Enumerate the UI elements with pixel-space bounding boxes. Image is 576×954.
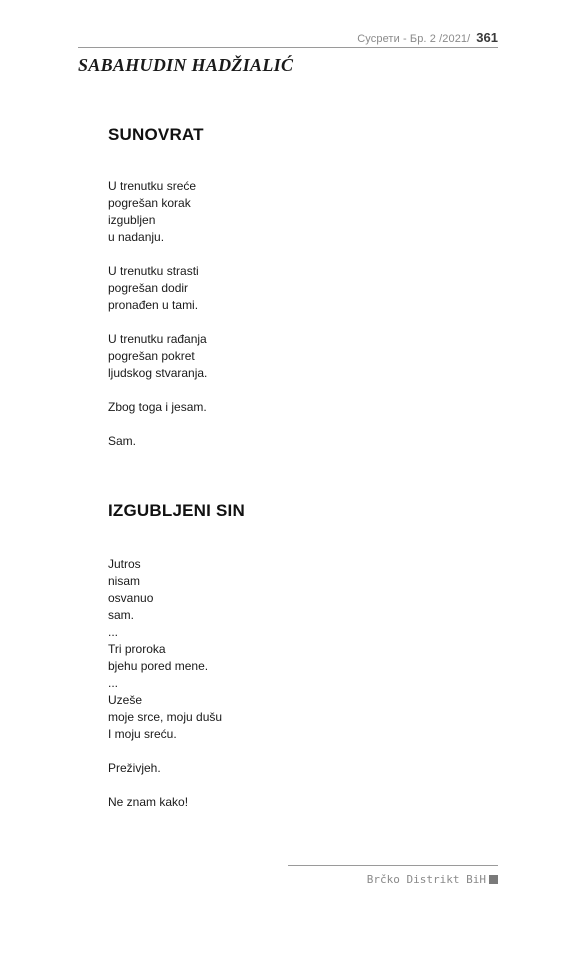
poem-title: IZGUBLJENI SIN	[108, 501, 245, 520]
footer-label: Brčko Distrikt BiH	[366, 873, 486, 886]
verse-line: sam.	[108, 608, 135, 622]
poem-title: SUNOVRAT	[108, 125, 204, 144]
page-footer	[288, 865, 498, 886]
verse-line: pogrešan korak	[108, 196, 191, 210]
verse-line: Uzeše	[108, 693, 143, 707]
poem-body	[108, 556, 245, 811]
stanza	[108, 178, 207, 246]
stanza	[108, 433, 207, 450]
verse-line: Preživjeh.	[108, 761, 161, 775]
verse-line: Sam.	[108, 434, 137, 448]
verse-line: ...	[108, 676, 119, 690]
verse-line: pronađen u tami.	[108, 298, 199, 312]
stanza	[108, 399, 207, 416]
verse-line: pogrešan dodir	[108, 281, 189, 295]
stanza	[108, 263, 207, 314]
verse-line: izgubljen	[108, 213, 156, 227]
footer-divider	[288, 865, 498, 866]
verse-line: osvanuo	[108, 591, 154, 605]
verse-line: pogrešan pokret	[108, 349, 195, 363]
header-divider	[78, 47, 498, 48]
header-top	[78, 30, 498, 46]
square-icon	[489, 875, 498, 884]
poem-sunovrat	[108, 124, 207, 467]
verse-line: I moju sreću.	[108, 727, 177, 741]
verse-line: ljudskog stvaranja.	[108, 366, 208, 380]
verse-line: moje srce, moju dušu	[108, 710, 223, 724]
verse-line: bjehu pored mene.	[108, 659, 209, 673]
verse-line: U trenutku sreće	[108, 179, 197, 193]
verse-line: u nadanju.	[108, 230, 165, 244]
verse-line: U trenutku strasti	[108, 264, 199, 278]
poem-izgubljeni-sin	[108, 500, 245, 828]
verse-line: Jutros	[108, 557, 141, 571]
verse-line: ...	[108, 625, 119, 639]
author-name: SABAHUDIN HADŽIALIĆ	[78, 55, 294, 75]
page-header	[78, 30, 498, 48]
poem-body	[108, 178, 207, 450]
journal-title: Сусрети - Бр. 2 /2021/	[357, 33, 471, 45]
verse-line: Zbog toga i jesam.	[108, 400, 207, 414]
stanza	[108, 794, 245, 811]
verse-line: nisam	[108, 574, 141, 588]
verse-line: U trenutku rađanja	[108, 332, 207, 346]
stanza	[108, 556, 245, 743]
footer-text	[288, 873, 498, 886]
page-number: 361	[476, 30, 498, 45]
verse-line: Ne znam kako!	[108, 795, 189, 809]
stanza	[108, 331, 207, 382]
verse-line: Tri proroka	[108, 642, 166, 656]
stanza	[108, 760, 245, 777]
